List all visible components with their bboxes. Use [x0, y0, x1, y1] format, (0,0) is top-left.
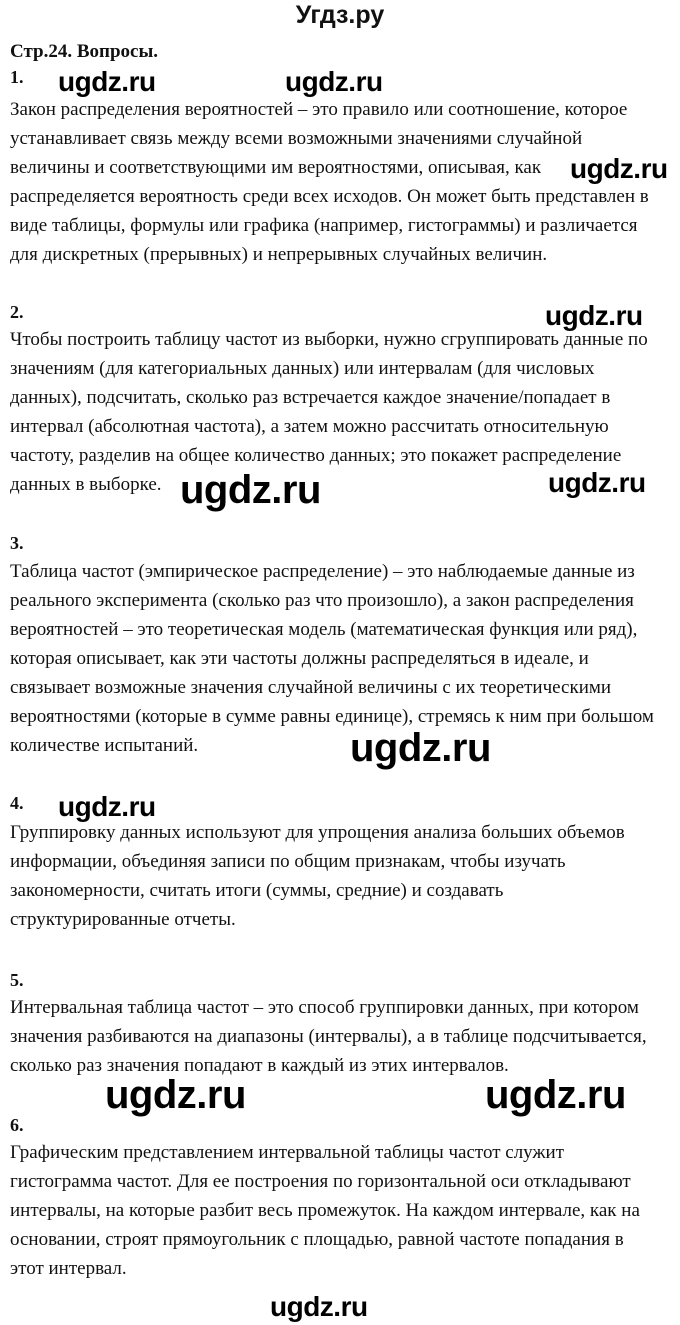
- watermark: ugdz.ru: [105, 1073, 246, 1117]
- text-line: этот интервал.: [10, 1258, 127, 1279]
- text-line: Закон распределения вероятностей – это правило или соотношение, которое: [10, 99, 628, 120]
- watermark: ugdz.ru: [58, 791, 156, 822]
- text-line: которая описывает, как эти частоты должны распределяться в идеале, и: [10, 648, 589, 669]
- text-line: Группировку данных используют для упрощения анализа больших объемов: [10, 822, 625, 843]
- text-line: гистограмма частот. Для ее построения по горизонтальной оси откладывают: [10, 1171, 631, 1192]
- text-line: устанавливает связь между всеми возможными значениями случайной: [10, 128, 583, 149]
- answer-paragraph: [10, 99, 649, 273]
- page-heading: Стр.24. Вопросы.: [10, 41, 159, 62]
- answer-number: 5.: [10, 970, 24, 990]
- text-line: распределяется вероятность среди всех исходов. Он может быть представлен в: [10, 186, 649, 207]
- answer-number: 3.: [10, 533, 24, 553]
- answer-number: 4.: [10, 793, 24, 813]
- text-line: количестве испытаний.: [10, 735, 199, 756]
- text-line: сколько раз значения попадают в каждый из этих интервалов.: [10, 1055, 509, 1076]
- watermark: ugdz.ru: [545, 300, 643, 331]
- answer-number: 1.: [10, 67, 24, 87]
- watermark: ugdz.ru: [270, 1291, 368, 1322]
- answer-paragraph: [10, 561, 654, 770]
- text-line: вероятностями (которые в сумме равны единице), стремясь к ним при большом: [10, 706, 654, 727]
- text-line: основании, строят прямоугольник с площадью, равной частоте попадания в: [10, 1229, 624, 1250]
- text-line: интервал (абсолютная частота), а затем можно рассчитать относительную: [10, 416, 609, 437]
- text-line: связывает возможные значения случайной величины с их теоретическими: [10, 677, 612, 698]
- text-line: структурированные отчеты.: [10, 909, 236, 930]
- answer-number: 6.: [10, 1115, 24, 1135]
- text-line: данных), подсчитать, сколько раз встречается каждое значение/попадает в: [10, 387, 611, 408]
- watermark: ugdz.ru: [570, 153, 668, 184]
- text-line: данных в выборке.: [10, 474, 162, 495]
- text-line: вероятностей – это теоретическая модель (математическая функция или ряд),: [10, 619, 638, 640]
- text-line: виде таблицы, формулы или графика (например, гистограммы) и различается: [10, 215, 638, 236]
- text-line: значениям (для категориальных данных) или интервалам (для числовых: [10, 358, 595, 379]
- text-line: Чтобы построить таблицу частот из выборки, нужно сгруппировать данные по: [10, 329, 648, 350]
- answer-paragraph: [10, 1142, 640, 1287]
- text-line: информации, объединяя записи по общим признакам, чтобы изучать: [10, 851, 566, 872]
- watermark: ugdz.ru: [350, 726, 491, 770]
- watermark: ugdz.ru: [180, 468, 321, 512]
- text-line: Таблица частот (эмпирическое распределение) – это наблюдаемые данные из: [10, 561, 635, 582]
- text-line: интервалы, на которые разбит весь промежуток. На каждом интервале, как на: [10, 1200, 640, 1221]
- answer-paragraph: [10, 822, 625, 938]
- text-line: Интервальная таблица частот – это способ группировки данных, при котором: [10, 997, 639, 1018]
- watermark: ugdz.ru: [548, 467, 646, 498]
- text-line: реального эксперимента (сколько раз что произошло), а закон распределения: [10, 590, 634, 611]
- watermark: ugdz.ru: [58, 66, 156, 97]
- text-line: значения разбиваются на диапазоны (интервалы), а в таблице подсчитывается,: [10, 1026, 647, 1047]
- text-line: для дискретных (прерывных) и непрерывных случайных величин.: [10, 244, 548, 265]
- watermark: ugdz.ru: [285, 66, 383, 97]
- answer-number: 2.: [10, 302, 24, 322]
- text-line: закономерности, считать итоги (суммы, средние) и создавать: [10, 880, 504, 901]
- text-line: частоту, разделив на общее количество данных; это покажет распределение: [10, 445, 622, 466]
- site-title: Угдз.ру: [295, 1, 385, 29]
- answer-paragraph: [10, 997, 647, 1084]
- text-line: величины и соответствующими им вероятностями, описывая, как: [10, 157, 542, 178]
- watermark: ugdz.ru: [485, 1073, 626, 1117]
- text-line: Графическим представлением интервальной таблицы частот служит: [10, 1142, 565, 1163]
